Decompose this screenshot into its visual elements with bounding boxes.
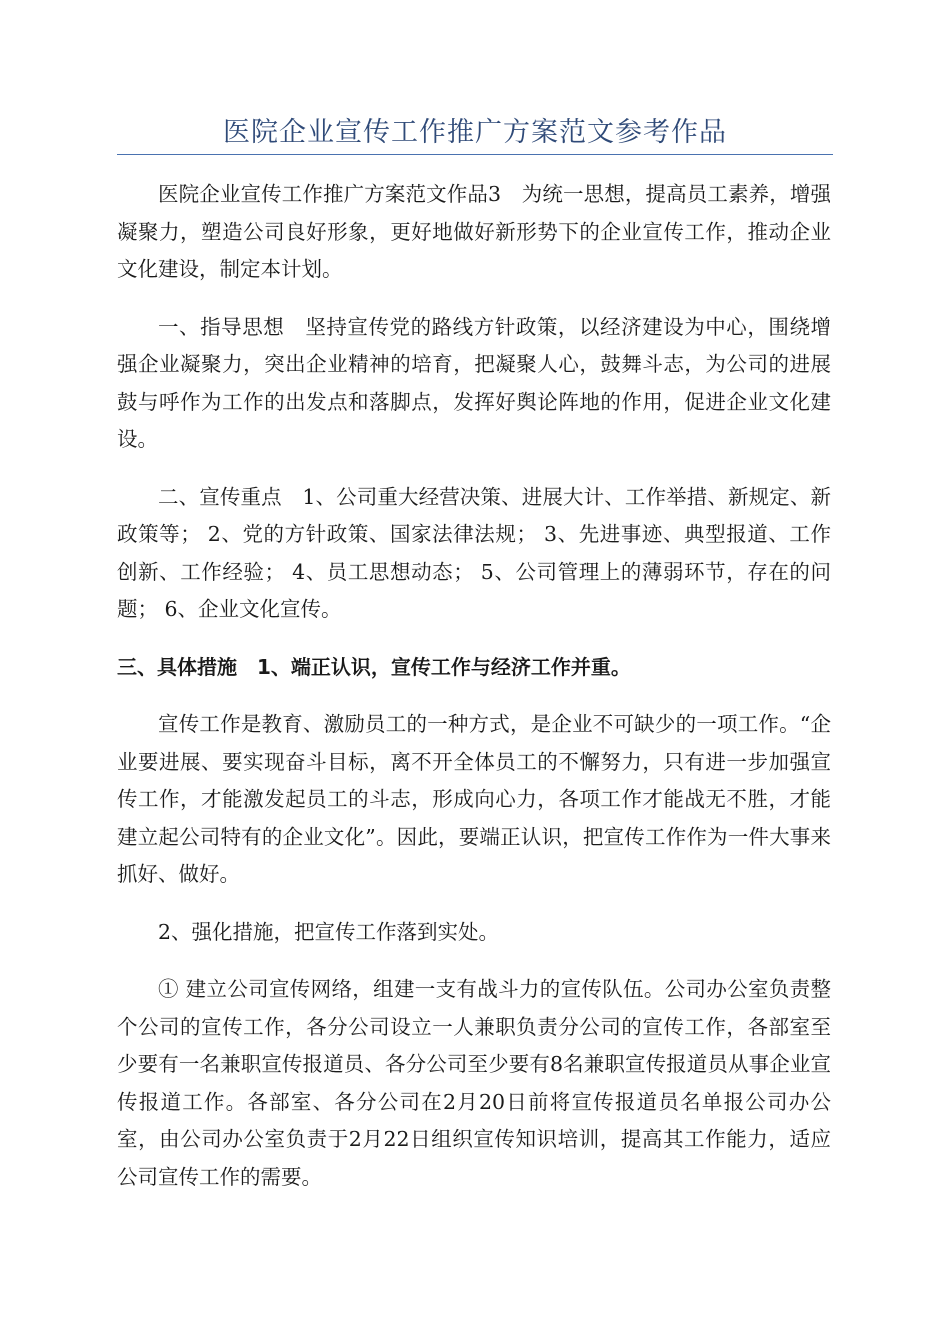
document-title: 医院企业宣传工作推广方案范文参考作品 <box>223 117 727 148</box>
document-body <box>117 176 831 1216</box>
title-underline <box>117 154 833 155</box>
paragraph-publicity-focus: 二、宣传重点 1、公司重大经营决策、进展大计、工作举措、新规定、新政策等； 2、党的方针政策、国家法律法规； 3、先进事迹、典型报道、工作创新、工作经验； 4、员工思想动态； 5、公司管理上的薄弱环节，存在的问题； 6、企业文化宣传。 <box>117 484 831 621</box>
paragraph-guiding-thought: 一、指导思想 坚持宣传党的路线方针政策，以经济建设为中心，围绕增强企业凝聚力，突出企业精神的培育，把凝聚人心，鼓舞斗志，为公司的进展鼓与呼作为工作的出发点和落脚点，发挥好舆论阵地的作用，促进企业文化建设。 <box>117 314 831 451</box>
section-heading-measures: 三、具体措施 1、端正认识，宣传工作与经济工作并重。 <box>117 654 631 679</box>
paragraph-intro: 医院企业宣传工作推广方案范文作品3 为统一思想，提高员工素养，增强凝聚力，塑造公司良好形象，更好地做好新形势下的企业宣传工作，推动企业文化建设，制定本计划。 <box>117 182 831 281</box>
paragraph-publicity-network: ① 建立公司宣传网络，组建一支有战斗力的宣传队伍。公司办公室负责整个公司的宣传工作，各分公司设立一人兼职负责分公司的宣传工作，各部室至少要有一名兼职宣传报道员、各分公司至少要有8名兼职宣传报道员从事企业宣传报道工作。各部室、各分公司在2月20日前将宣传报道员名单报公司办公室，由公司办公室负责于2月22日组织宣传知识培训，提高其工作能力，适应公司宣传工作的需要。 <box>117 977 831 1189</box>
paragraph-strengthen-measures: 2、强化措施，把宣传工作落到实处。 <box>158 919 500 944</box>
paragraph-publicity-education: 宣传工作是教育、激励员工的一种方式，是企业不可缺少的一项工作。“企业要进展、要实现奋斗目标，离不开全体员工的不懈努力，只有进一步加强宣传工作，才能激发起员工的斗志，形成向心力，各项工作才能战无不胜，才能建立起公司特有的企业文化”。因此，要端正认识，把宣传工作作为一件大事来抓好、做好。 <box>117 712 831 886</box>
